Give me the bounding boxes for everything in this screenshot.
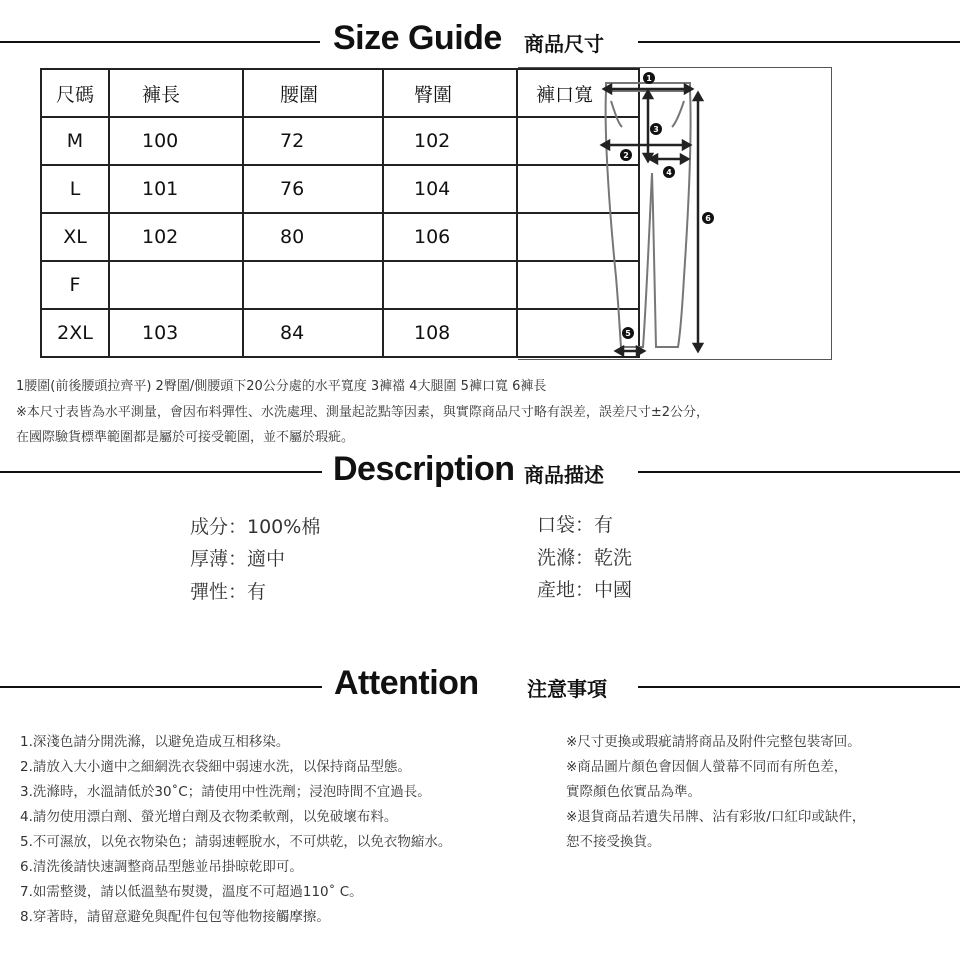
svg-text:4: 4 xyxy=(666,168,672,177)
marker-3 xyxy=(650,123,662,135)
table-cell: 104 xyxy=(383,165,517,213)
table-cell: 84 xyxy=(243,309,383,357)
return-note: ※商品圖片顏色會因個人螢幕不同而有所色差， xyxy=(566,759,848,775)
table-cell xyxy=(383,261,517,309)
table-cell: F xyxy=(41,261,109,309)
table-cell: 108 xyxy=(383,309,517,357)
svg-text:6: 6 xyxy=(705,214,711,223)
table-header-cell: 臀圍 xyxy=(383,69,517,117)
return-note: 實際顏色依實品為準。 xyxy=(566,784,701,800)
size-guide-subtitle: 商品尺寸 xyxy=(524,32,604,56)
diagram-number-markers xyxy=(620,72,714,339)
size-guide-divider-left xyxy=(0,41,320,43)
marker-1 xyxy=(643,72,655,84)
return-note: 恕不接受換貨。 xyxy=(566,834,661,850)
table-header-cell: 褲長 xyxy=(109,69,243,117)
description-title: Description xyxy=(333,450,515,488)
table-cell: 100 xyxy=(109,117,243,165)
table-header-cell: 尺碼 xyxy=(41,69,109,117)
marker-5 xyxy=(622,327,634,339)
table-cell: 102 xyxy=(109,213,243,261)
desc-material: 成分：100%棉 xyxy=(190,516,321,538)
description-divider-right xyxy=(638,471,960,473)
care-item: 3.洗滌時，水溫請低於30˚C；請使用中性洗劑；浸泡時間不宜過長。 xyxy=(20,784,431,800)
return-note: ※退貨商品若遺失吊牌、沾有彩妝/口紅印或缺件， xyxy=(566,809,866,825)
desc-origin: 產地：中國 xyxy=(537,579,633,601)
attention-divider-right xyxy=(638,686,960,688)
care-item: 7.如需整燙，請以低溫墊布熨燙，溫度不可超過110˚ C。 xyxy=(20,884,363,900)
care-item: 5.不可濕放，以免衣物染色；請弱速輕脫水，不可烘乾，以免衣物縮水。 xyxy=(20,834,452,850)
table-cell: M xyxy=(41,117,109,165)
attention-title: Attention xyxy=(334,664,479,702)
pants-measurement-diagram xyxy=(518,67,832,360)
table-header-cell: 腰圍 xyxy=(243,69,383,117)
marker-6 xyxy=(702,212,714,224)
marker-4 xyxy=(663,166,675,178)
table-cell: 72 xyxy=(243,117,383,165)
svg-text:2: 2 xyxy=(623,151,629,160)
table-cell: 2XL xyxy=(41,309,109,357)
return-note: ※尺寸更換或瑕疵請將商品及附件完整包裝寄回。 xyxy=(566,734,861,750)
table-cell: 102 xyxy=(383,117,517,165)
desc-elasticity: 彈性：有 xyxy=(190,581,267,603)
table-cell: 101 xyxy=(109,165,243,213)
desc-washing: 洗滌：乾洗 xyxy=(537,547,633,569)
care-item: 2.請放入大小適中之細網洗衣袋細中弱速水洗，以保持商品型態。 xyxy=(20,759,411,775)
measurement-disclaimer: ※本尺寸表皆為水平測量，會因布料彈性、水洗處理、測量起訖點等因素，與實際商品尺寸略有誤差，誤差尺寸±2公分， xyxy=(16,405,710,420)
care-item: 6.清洗後請快速調整商品型態並吊掛晾乾即可。 xyxy=(20,859,303,875)
attention-divider-left xyxy=(0,686,322,688)
desc-pocket: 口袋：有 xyxy=(537,514,614,536)
table-cell: 103 xyxy=(109,309,243,357)
care-item: 4.請勿使用漂白劑、螢光增白劑及衣物柔軟劑，以免破壞布料。 xyxy=(20,809,398,825)
care-item: 1.深淺色請分開洗滌，以避免造成互相移染。 xyxy=(20,734,290,750)
svg-text:1: 1 xyxy=(646,74,652,83)
size-guide-divider-right xyxy=(638,41,960,43)
table-cell: 80 xyxy=(243,213,383,261)
marker-2 xyxy=(620,149,632,161)
svg-text:5: 5 xyxy=(625,329,631,338)
table-cell: 106 xyxy=(383,213,517,261)
care-item: 8.穿著時，請留意避免與配件包包等他物接觸摩擦。 xyxy=(20,909,330,925)
description-subtitle: 商品描述 xyxy=(524,463,604,487)
table-header-cell: 褲口寬 xyxy=(517,69,639,117)
table-cell: 76 xyxy=(243,165,383,213)
measurement-disclaimer-cont: 在國際驗貨標準範圍都是屬於可接受範圍，並不屬於瑕疵。 xyxy=(16,430,355,445)
svg-text:3: 3 xyxy=(653,125,659,134)
table-cell xyxy=(243,261,383,309)
table-cell: XL xyxy=(41,213,109,261)
attention-subtitle: 注意事項 xyxy=(527,677,607,701)
table-cell: L xyxy=(41,165,109,213)
desc-thickness: 厚薄：適中 xyxy=(190,548,286,570)
description-divider-left xyxy=(0,471,322,473)
measurement-legend: 1腰圍(前後腰頭拉齊平) 2臀圍/側腰頭下20公分處的水平寬度 3褲襠 4大腿圍 5褲口寬 6褲長 xyxy=(16,379,547,394)
size-guide-title: Size Guide xyxy=(333,19,502,57)
table-cell xyxy=(109,261,243,309)
